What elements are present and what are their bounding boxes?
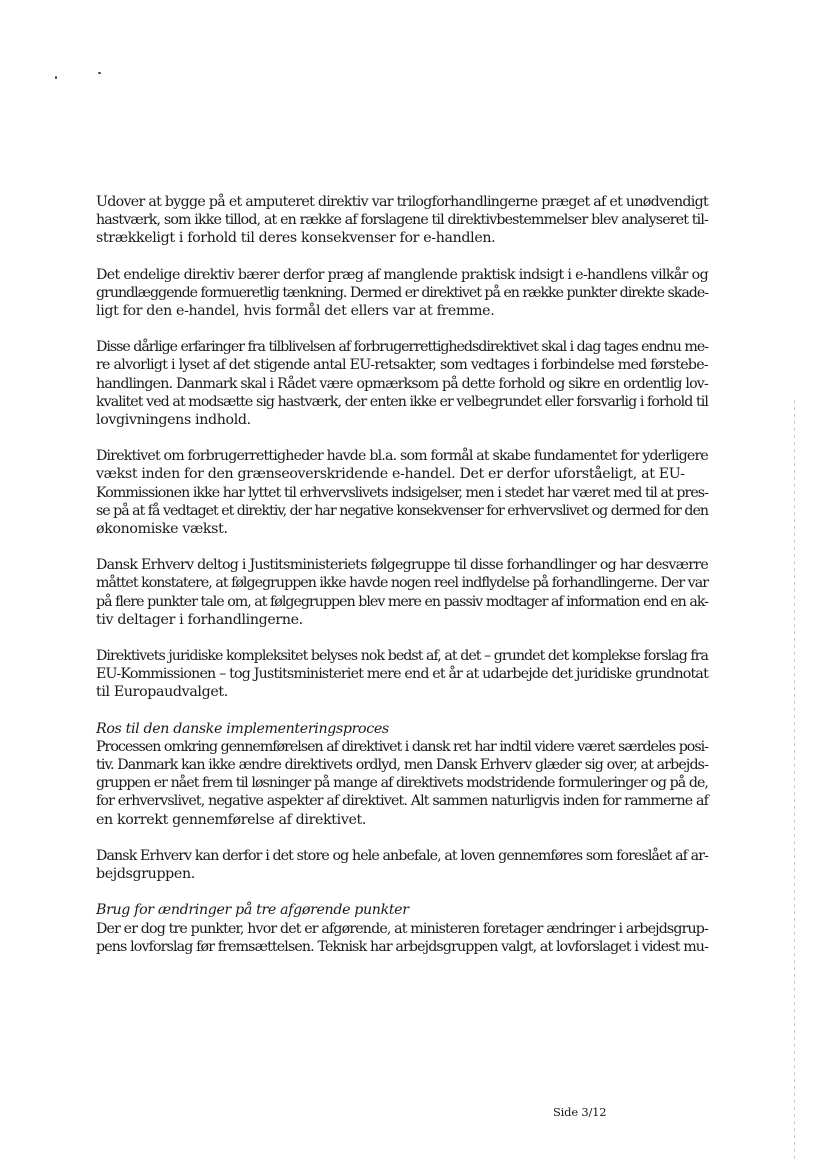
section xyxy=(96,901,706,956)
text-line: for erhvervslivet, negative aspekter af direktivet. Alt sammen naturligvis inden for rammerne af xyxy=(96,793,708,810)
paragraph xyxy=(96,556,706,629)
text-line: handlingen. Danmark skal i Rådet være opmærksom på dette forhold og sikre en ordentlig lov- xyxy=(96,375,708,392)
text-line: tiv deltager i forhandlingerne. xyxy=(96,611,303,628)
text-line: Dansk Erhverv deltog i Justitsministeriets følgegruppe til disse forhandlinger og har desværre xyxy=(96,557,708,574)
text-line: grundlæggende formueretlig tænkning. Dermed er direktivet på en række punkter direkte skade- xyxy=(96,284,708,301)
scan-speck xyxy=(55,76,57,79)
section-heading: Ros til den danske implementeringsproces xyxy=(96,720,389,737)
scan-edge-line xyxy=(794,400,795,1160)
text-line: bejdsgruppen. xyxy=(96,866,195,883)
text-line: re alvorligt i lyset af det stigende antal EU-retsakter, som vedtages i forbindelse med førstebe- xyxy=(96,357,708,374)
text-line: strækkeligt i forhold til deres konsekvenser for e-handlen. xyxy=(96,230,496,247)
paragraph xyxy=(96,447,706,538)
text-line: hastværk, som ikke tillod, at en række af forslagene til direktivbestemmelser blev analyseret til- xyxy=(96,212,708,229)
paragraph xyxy=(96,847,706,883)
text-line: på flere punkter tale om, at følgegruppen blev mere en passiv modtager af information end en ak- xyxy=(96,593,708,610)
text-line: pens lovforslag før fremsættelsen. Teknisk har arbejdsgruppen valgt, at lovforslaget i videst mu- xyxy=(96,938,708,955)
text-line: gruppen er nået frem til løsninger på mange af direktivets modstridende formuleringer og på de, xyxy=(96,775,708,792)
text-line: ligt for den e-handel, hvis formål det ellers var at fremme. xyxy=(96,303,495,320)
scan-speck xyxy=(98,72,101,74)
paragraph xyxy=(96,193,706,248)
text-line: Det endelige direktiv bærer derfor præg af manglende praktisk indsigt i e-handlens vilkår og xyxy=(96,266,708,283)
text-line: se på at få vedtaget et direktiv, der har negative konsekvenser for erhvervslivet og dermed for den xyxy=(96,502,708,519)
section-heading: Brug for ændringer på tre afgørende punkter xyxy=(96,902,409,919)
paragraph xyxy=(96,338,706,429)
text-line: tiv. Danmark kan ikke ændre direktivets ordlyd, men Dansk Erhverv glæder sig over, at arbejds- xyxy=(96,757,708,774)
text-line: kvalitet ved at modsætte sig hastværk, der enten ikke er velbegrundet eller forsvarlig i forhold til xyxy=(96,393,708,410)
text-line: vækst inden for den grænseoverskridende e-handel. Det er derfor uforståeligt, at EU- xyxy=(96,466,685,483)
text-line: til Europaudvalget. xyxy=(96,684,228,701)
document-body xyxy=(96,193,706,974)
text-line: Direktivet om forbrugerrettigheder havde bl.a. som formål at skabe fundamentet for yderligere xyxy=(96,448,708,465)
paragraph xyxy=(96,266,706,321)
text-line: Direktivets juridiske kompleksitet belyses nok bedst af, at det – grundet det komplekse forslag fra xyxy=(96,648,708,665)
section xyxy=(96,720,706,829)
text-line: Der er dog tre punkter, hvor det er afgørende, at ministeren foretager ændringer i arbejdsgrup- xyxy=(96,920,708,937)
text-line: Processen omkring gennemførelsen af direktivet i dansk ret har indtil videre været særdeles posi- xyxy=(96,738,708,755)
text-line: Udover at bygge på et amputeret direktiv var trilogforhandlingerne præget af et unødvendigt xyxy=(96,194,708,210)
text-line: lovgivningens indhold. xyxy=(96,412,251,429)
text-line: EU-Kommissionen – tog Justitsministeriet mere end et år at udarbejde det juridiske grundnotat xyxy=(96,666,708,683)
text-line: Kommissionen ikke har lyttet til erhvervslivets indsigelser, men i stedet har været med til at pres- xyxy=(96,484,708,501)
paragraph xyxy=(96,647,706,702)
text-line: Dansk Erhverv kan derfor i det store og hele anbefale, at loven gennemføres som foreslået af ar- xyxy=(96,847,708,864)
text-line: måttet konstatere, at følgegruppen ikke havde nogen reel indflydelse på forhandlingerne. Der var xyxy=(96,575,708,592)
text-line: Disse dårlige erfaringer fra tilblivelsen af forbrugerrettighedsdirektivet skal i dag tages endnu me- xyxy=(96,339,708,356)
page-number: Side 3/12 xyxy=(553,1105,607,1119)
text-line: en korrekt gennemførelse af direktivet. xyxy=(96,811,367,828)
text-line: økonomiske vækst. xyxy=(96,521,228,538)
